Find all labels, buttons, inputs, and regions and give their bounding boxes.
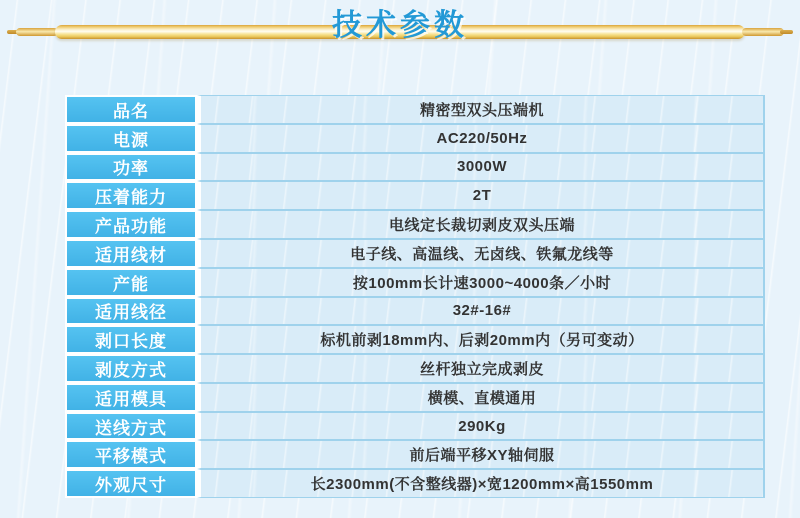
table-row [65,153,765,182]
spec-value: 标机前剥18mm内、后剥20mm内（另可变动） [197,325,765,354]
spec-label: 送线方式 [65,412,197,441]
spec-value: AC220/50Hz [197,124,765,153]
table-row [65,239,765,268]
spec-label: 功率 [65,153,197,182]
spec-label: 外观尺寸 [65,469,197,498]
spec-label: 剥皮方式 [65,354,197,383]
table-row [65,354,765,383]
spec-label: 电源 [65,124,197,153]
spec-value: 前后端平移XY轴伺服 [197,440,765,469]
table-row [65,210,765,239]
spec-label: 产能 [65,268,197,297]
table-row [65,268,765,297]
spec-label: 适用线径 [65,297,197,326]
spec-value: 2T [197,181,765,210]
spec-value: 丝杆独立完成剥皮 [197,354,765,383]
spec-label: 压着能力 [65,181,197,210]
spec-label: 适用线材 [65,239,197,268]
table-row [65,297,765,326]
spec-value: 精密型双头压端机 [197,95,765,124]
spec-label: 剥口长度 [65,325,197,354]
spec-value: 3000W [197,153,765,182]
table-row [65,181,765,210]
spec-value: 32#-16# [197,297,765,326]
spec-label: 品名 [65,95,197,124]
spec-label: 产品功能 [65,210,197,239]
table-row [65,440,765,469]
spec-value: 电线定长裁切剥皮双头压端 [197,210,765,239]
spec-table [65,95,765,498]
spec-label: 平移模式 [65,440,197,469]
spec-value: 按100mm长计速3000~4000条／小时 [197,268,765,297]
spec-value: 长2300mm(不含整线器)×宽1200mm×高1550mm [197,469,765,498]
spec-value: 290Kg [197,412,765,441]
table-row [65,412,765,441]
table-row [65,124,765,153]
page-title: 技术参数 [332,9,468,42]
spec-value: 横模、直模通用 [197,383,765,412]
spec-label: 适用模具 [65,383,197,412]
spec-value: 电子线、高温线、无卤线、铁氟龙线等 [197,239,765,268]
table-row [65,469,765,498]
table-row [65,325,765,354]
table-row [65,95,765,124]
table-row [65,383,765,412]
